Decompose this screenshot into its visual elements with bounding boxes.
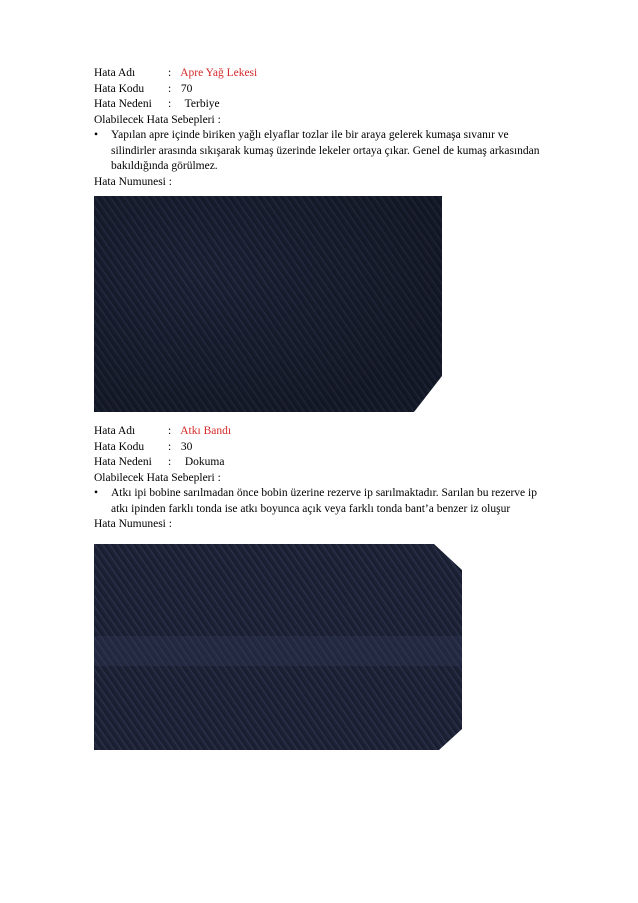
colon: : xyxy=(168,456,172,468)
colon: : xyxy=(168,98,172,110)
defect-name-row xyxy=(94,66,554,82)
colon: : xyxy=(168,82,172,95)
defect-code-value: 30 xyxy=(180,440,193,453)
defect-reason-label: Hata Nedeni xyxy=(94,456,152,468)
colon: : xyxy=(168,67,172,79)
colon: : xyxy=(168,440,172,453)
cause-text: Yapılan apre içinde biriken yağlı elyaflar tozlar ile bir araya gelerek kumaşa sıvanır ve silindirler arasında sıkışarak kumaş üzerinde lekeler ortaya çıkar. Genel de kumaş arkasından bakıldığında görülmez. xyxy=(111,129,540,172)
defect-name-label: Hata Adı xyxy=(94,425,136,437)
defect-entry-2 xyxy=(94,424,554,533)
causes-label: Olabilecek Hata Sebepleri : xyxy=(94,471,221,484)
defect-reason-label: Hata Nedeni xyxy=(94,98,152,110)
bullet-icon: • xyxy=(94,129,99,141)
defect-name-value: Apre Yağ Lekesi xyxy=(180,67,258,79)
defect-entry-1 xyxy=(94,66,554,190)
weft-band xyxy=(94,636,462,666)
defect-name-label: Hata Adı xyxy=(94,67,136,79)
defect-reason-row xyxy=(94,455,554,471)
defect-name-row xyxy=(94,424,554,440)
fabric-sample-image-1 xyxy=(94,196,442,412)
defect-code-row xyxy=(94,440,554,456)
cause-text: Atkı ipi bobine sarılmadan önce bobin üzerine rezerve ip sarılmaktadır. Sarılan bu rezerve ip atkı ipinden farklı tonda ise atkı boyunca açık veya farklı tonda bant’a benzer iz oluşur xyxy=(111,487,537,515)
bullet-icon: • xyxy=(94,487,99,499)
defect-reason-value: Terbiye xyxy=(184,98,220,110)
cause-list-item xyxy=(94,128,554,175)
cause-list-item xyxy=(94,486,554,517)
defect-code-row xyxy=(94,82,554,98)
colon: : xyxy=(168,425,172,437)
sample-label: Hata Numunesi : xyxy=(94,518,172,530)
defect-code-label: Hata Kodu xyxy=(94,82,145,95)
sample-label: Hata Numunesi : xyxy=(94,175,172,188)
defect-reason-row xyxy=(94,97,554,113)
causes-label: Olabilecek Hata Sebepleri : xyxy=(94,113,221,126)
defect-name-value: Atkı Bandı xyxy=(180,425,232,437)
defect-reason-value: Dokuma xyxy=(184,456,225,468)
fabric-sample-image-2 xyxy=(94,544,462,750)
defect-code-label: Hata Kodu xyxy=(94,440,145,453)
defect-code-value: 70 xyxy=(180,82,193,95)
